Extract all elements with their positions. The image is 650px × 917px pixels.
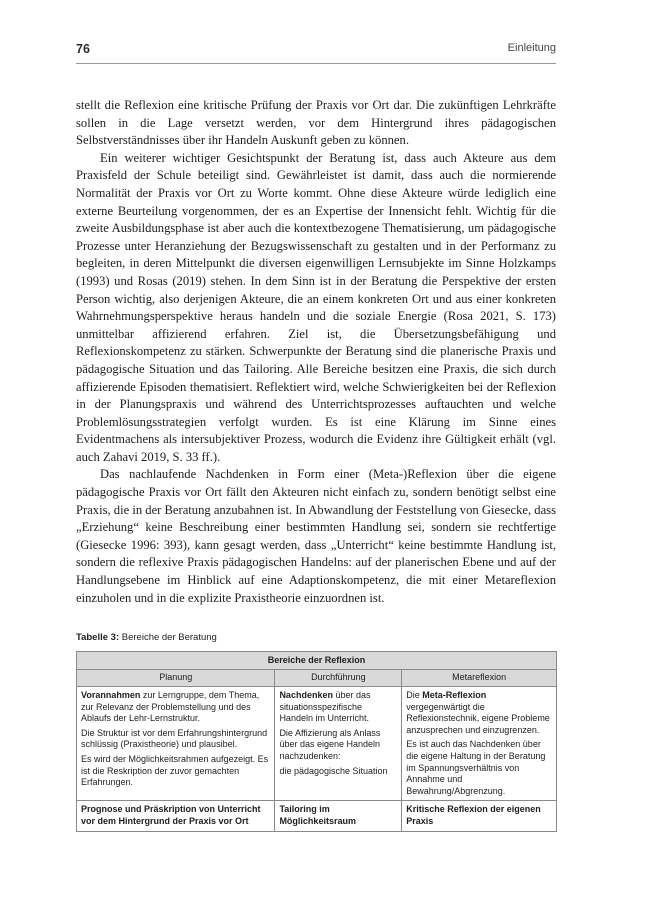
table-header-row (77, 670, 557, 687)
cell-keyword: Nachdenken (279, 690, 333, 700)
table-caption-label: Tabelle 3: (76, 632, 120, 643)
cell-text: über das situationsspezifische Handeln im Unterricht. (279, 690, 371, 724)
table-footer-row (77, 801, 557, 831)
table-group-row (77, 652, 557, 670)
cell-keyword: Meta-Reflexion (422, 690, 487, 700)
reflection-table (76, 651, 557, 832)
column-header-planung: Planung (77, 670, 275, 687)
cell-paragraph: Die Struktur ist vor dem Erfahrungshintergrund schlüssig (Praxistheorie) und plausibel. (81, 727, 268, 750)
cell-text: vergegenwärtigt die Reflexionstechnik, eigene Probleme anzusprechen und einzugrenzen. (406, 701, 550, 735)
header-rule (76, 63, 556, 64)
footer-planung: Prognose und Präskription von Unterricht vor dem Hintergrund der Praxis vor Ort (77, 801, 275, 831)
cell-text: zur Lerngruppe, dem Thema, zur Relevanz der Problemstellung und des Ablaufs der Lehr-Lernstruktur. (81, 690, 260, 724)
footer-metareflexion: Kritische Reflexion der eigenen Praxis (402, 801, 557, 831)
cell-paragraph (279, 690, 397, 725)
column-header-durchfuehrung: Durchführung (275, 670, 402, 687)
paragraph: stellt die Reflexion eine kritische Prüfung der Praxis vor Ort dar. Die zukünftigen Lehrkräfte sollen in die Lage versetzt werden, vor dem Hintergrund ihres pädagogischen Selbstverständnisses über ihr Handeln Auskunft geben zu können. (76, 98, 556, 148)
page-header (76, 42, 556, 62)
cell-durchfuehrung (275, 687, 402, 801)
paragraph: Das nachlaufende Nachdenken in Form einer (Meta-)Reflexion über die eigene pädagogische Praxis vor Ort fällt den Akteuren nicht einfach zu, sondern benötigt selbst eine Praxis, die in der Beratung anzubahnen ist. In Abwandlung der Feststellung von Giesecke, dass „Erziehung“ keine Beschreibung einer bestimmten Handlung sei, sondern sie rechtfertige (Giesecke 1996: 393), kann gesagt werden, dass „Unterricht“ keine bestimmte Handlung ist, sondern die reflexive Praxis pädagogischen Handelns: auf der planerischen Ebene und auf der Handlungsebene im Hinblick auf eine Adaptionskompetenz, die mit einer Metareflexion einzuholen und in die explizite Praxistheorie einzuordnen ist. (76, 467, 556, 605)
table-caption (76, 632, 217, 643)
body-text (76, 97, 556, 607)
cell-paragraph (406, 690, 552, 736)
table-group-header: Bereiche der Reflexion (77, 652, 557, 670)
cell-paragraph: Es wird der Möglichkeitsrahmen aufgezeigt. Es ist die Reskription der zuvor gemachten Erfahrungen. (81, 753, 269, 788)
cell-paragraph: Es ist auch das Nachdenken über die eigene Haltung in der Beratung im Spannungsverhältnis von Annahme und Bewahrung/Abgrenzung. (406, 739, 546, 796)
table-caption-text: Bereiche der Beratung (121, 632, 217, 643)
cell-keyword: Vorannahmen (81, 690, 141, 700)
paragraph: Ein weiterer wichtiger Gesichtspunkt der Beratung ist, dass auch Akteure aus dem Praxisfeld der Schule beteiligt sind. Gewährleistet ist damit, dass auch die normierende Normalität der Praxis vor Ort zu Worte kommt. Ohne diese Akteure würde lediglich eine externe Beurteilung vorgenommen, der es an Expertise der Innensicht fehlt. Wichtig für die zweite Ausbildungsphase ist aber auch die kontextbezogene Thematisierung, um pädagogische Prozesse unter Heranziehung der Bezugswissenschaft zu gestalten und in der Performanz zu begleiten, in deren Mittelpunkt die diversen eigenwilligen Lernsubjekte im Sinne Holzkamps (1993) und Rosas (2019) stehen. In dem Sinn ist in der Beratung die Perspektive der ersten Person wichtig, also derjenigen Akteure, die an einem konkreten Ort und aus einer konkreten Wahrnehmungsperspektive heraus handeln und die soziale Energie (Rosa 2021, S. 173) unmittelbar affizierend erfahren. Ziel ist, die Übersetzungsbefähigung und Reflexionskompetenz zu stärken. Schwerpunkte der Beratung sind die planerische Praxis und pädagogische Situation und das Tailoring. Alle Bereiche besitzen eine Praxis, die sich durch affizierende Episoden thematisiert. Reflektiert wird, welche Schwierigkeiten bei der Reflexion in der Planungspraxis und während des Unterrichtsprozesses auftauchten und welche Problemlösungsstrategien verfolgt wurden. Es ist eine Klärung im Sinne eines Evidentmachens als intersubjektiver Prozess, wodurch die Evidenz ihre Gültigkeit erhält (vgl. auch Zahavi 2019, S. 33 ff.). (76, 150, 556, 464)
cell-paragraph (81, 690, 270, 725)
cell-text: Die (406, 690, 423, 700)
footer-durchfuehrung: Tailoring im Möglichkeitsraum (275, 801, 402, 831)
cell-metareflexion (402, 687, 557, 801)
table-row (77, 687, 557, 801)
cell-planung (77, 687, 275, 801)
column-header-metareflexion: Metareflexion (402, 670, 557, 687)
page-number: 76 (76, 42, 90, 56)
cell-paragraph: die pädagogische Situation (279, 765, 388, 776)
running-head: Einleitung (507, 42, 556, 54)
cell-paragraph: Die Affizierung als Anlass über das eigene Handeln nachzudenken: (279, 727, 381, 761)
